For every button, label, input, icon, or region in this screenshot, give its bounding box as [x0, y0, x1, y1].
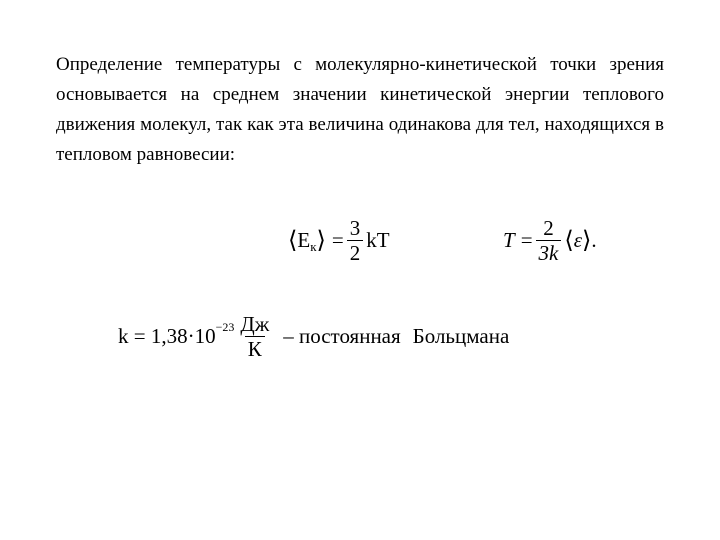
unit-numerator: Дж: [240, 312, 270, 336]
fraction-two-over-3k: [536, 216, 562, 265]
right-angle-bracket: ⟩: [582, 227, 592, 254]
temperature-formula: [503, 216, 597, 265]
intro-paragraph: Определение температуры с молекулярно-кинетической точки зрения основывается на среднем значении кинетической энергии теплового движения молекул, так как эта величина одинакова для тел, находящихся в тепловом равновесии:: [56, 54, 664, 165]
energy-subscript: к: [310, 238, 317, 254]
boltzmann-constant-formula: [118, 312, 509, 361]
temperature-symbol: T: [503, 228, 515, 252]
equals-sign: =: [520, 228, 533, 252]
kt-term: kT: [366, 228, 390, 252]
right-angle-bracket: ⟩: [316, 227, 326, 254]
boltzmann-name: Больцмана: [412, 324, 510, 348]
mean-kinetic-energy-formula: [288, 216, 390, 265]
boltzmann-value: k = 1,38·10: [118, 324, 216, 348]
fraction-numerator: 3: [349, 216, 361, 240]
unit-denominator: К: [245, 336, 265, 361]
exponent: −23: [215, 320, 235, 334]
unit-fraction: [237, 312, 272, 361]
equals-sign: =: [331, 228, 344, 252]
energy-symbol: E: [297, 228, 311, 252]
left-angle-bracket: ⟨: [288, 227, 298, 254]
constant-description: – постоянная: [283, 324, 401, 348]
left-angle-bracket: ⟨: [564, 227, 574, 254]
epsilon-symbol: ε: [573, 228, 583, 252]
fraction-three-halves: [347, 216, 364, 265]
fraction-denominator: 2: [347, 240, 364, 265]
period: .: [591, 228, 597, 252]
fraction-denominator: 3k: [536, 240, 562, 265]
fraction-numerator: 2: [543, 216, 554, 240]
